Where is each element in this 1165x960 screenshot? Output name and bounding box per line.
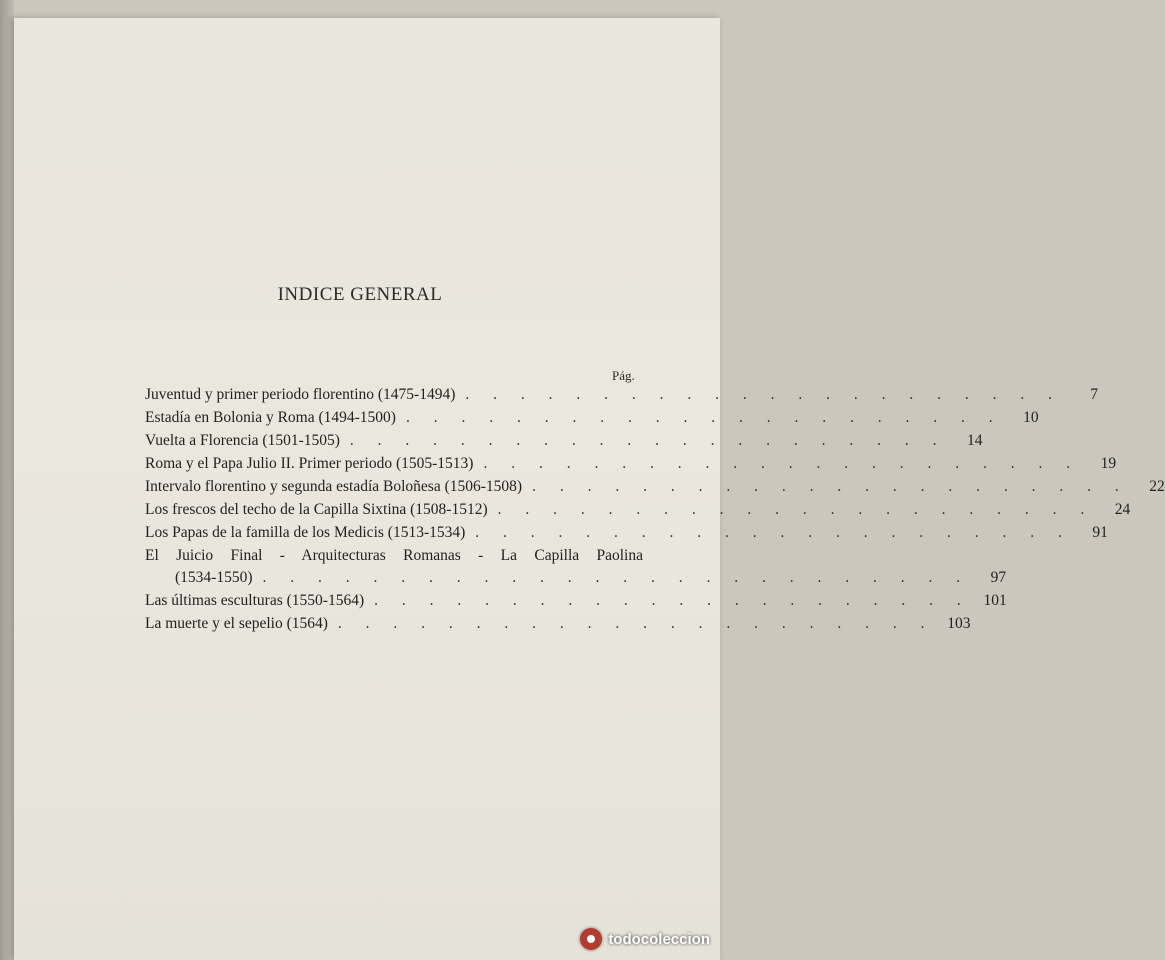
dot-leader: . . . . . . . . . . . . . . . . . . . . . . bbox=[483, 455, 1081, 472]
toc-entry-title: Los frescos del techo de la Capilla Sixtina (1508-1512) bbox=[145, 501, 488, 518]
toc-entry bbox=[145, 478, 1165, 501]
toc-entry-page: 101 bbox=[983, 592, 1007, 609]
todocoleccion-logo-icon bbox=[580, 928, 602, 950]
toc-entry-page: 103 bbox=[947, 615, 971, 632]
toc-entry-page: 10 bbox=[1023, 409, 1039, 426]
toc-entry bbox=[145, 592, 1007, 615]
toc-entry-page: 14 bbox=[967, 432, 983, 449]
dot-leader: . . . . . . . . . . . . . . . . . . . . . . bbox=[497, 501, 1095, 518]
dot-leader: . . . . . . . . . . . . . . . . . . . . . . bbox=[349, 432, 947, 449]
page-column-header: Pág. bbox=[612, 368, 635, 383]
toc-entry-page: 7 bbox=[1090, 386, 1098, 403]
toc-entry-first-line bbox=[145, 547, 643, 569]
dot-leader: . . . . . . . . . . . . . . . . . . . . . . bbox=[374, 592, 971, 609]
page-title: INDICE GENERAL bbox=[277, 284, 443, 305]
toc-entry-title: La muerte y el sepelio (1564) bbox=[145, 615, 328, 632]
dot-leader: . . . . . . . . . . . . . . . . . . . . . . bbox=[405, 409, 1003, 426]
toc-entry-title: El Juicio Final - Arquitecturas Romanas - La Capilla Paolina bbox=[145, 547, 643, 564]
watermark bbox=[580, 928, 710, 950]
toc-entry-page: 19 bbox=[1100, 455, 1117, 472]
toc-entry-title: Juventud y primer periodo florentino (1475-1494) bbox=[145, 386, 456, 403]
toc-entry-page: 91 bbox=[1092, 524, 1108, 541]
toc-entry bbox=[145, 455, 1117, 478]
dot-leader: . . . . . . . . . . . . . . . . . . . . . . bbox=[475, 524, 1072, 541]
watermark-text: todocoleccion bbox=[608, 930, 710, 948]
toc-entry-page: 24 bbox=[1114, 501, 1131, 518]
dot-leader: . . . . . . . . . . . . . . . . . . . . . . . . . . bbox=[262, 569, 971, 586]
toc-entry-title: Estadía en Bolonia y Roma (1494-1500) bbox=[145, 409, 396, 426]
toc-entry-title-continued: (1534-1550) bbox=[175, 569, 253, 586]
toc-entry bbox=[145, 432, 983, 455]
toc-entry bbox=[145, 386, 1098, 409]
dot-leader: . . . . . . . . . . . . . . . . . . . . . . bbox=[337, 615, 935, 632]
toc-entry bbox=[145, 501, 1131, 524]
toc-entry-title: Roma y el Papa Julio II. Primer periodo (1505-1513) bbox=[145, 455, 474, 472]
toc-entry-title: Intervalo florentino y segunda estadía Boloñesa (1506-1508) bbox=[145, 478, 523, 495]
toc-entry bbox=[145, 524, 1108, 547]
toc-entry-second-line bbox=[145, 569, 1007, 592]
toc-entry-title: Vuelta a Florencia (1501-1505) bbox=[145, 432, 340, 449]
toc-entry-page: 97 bbox=[990, 569, 1007, 586]
toc-entry-title: Los Papas de la familla de los Medicis (1513-1534) bbox=[145, 524, 466, 541]
toc-entry-page: 22 bbox=[1149, 478, 1165, 495]
toc-entry bbox=[145, 615, 971, 638]
book-spine-edge bbox=[0, 0, 14, 960]
table-of-contents bbox=[145, 386, 1165, 638]
dot-leader: . . . . . . . . . . . . . . . . . . . . . . bbox=[465, 386, 1062, 403]
toc-entry-title: Las últimas esculturas (1550-1564) bbox=[145, 592, 365, 609]
toc-entry bbox=[145, 409, 1039, 432]
dot-leader: . . . . . . . . . . . . . . . . . . . . . . bbox=[532, 478, 1129, 495]
